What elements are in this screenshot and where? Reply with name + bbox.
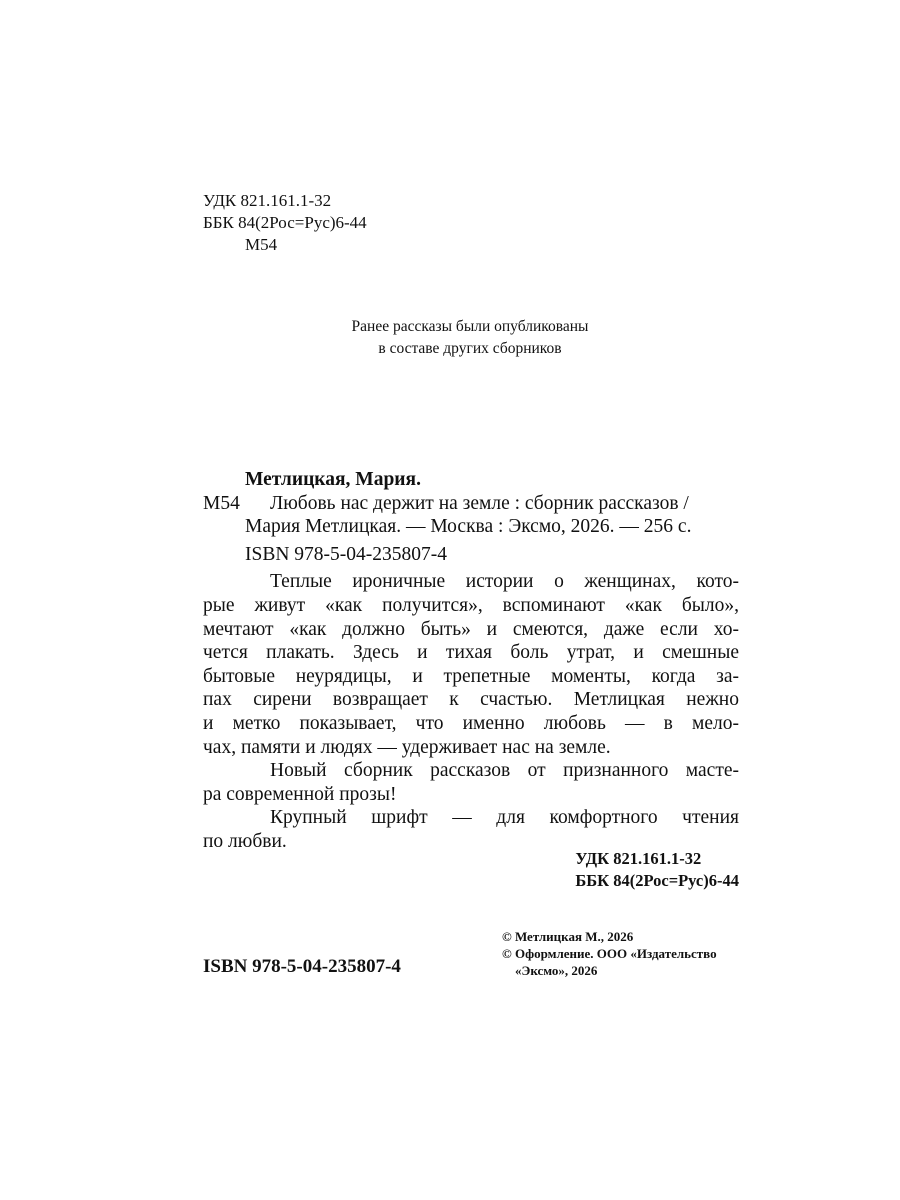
annotation xyxy=(203,570,739,853)
bibliographic-record xyxy=(203,468,739,854)
bbk-code: ББК 84(2Рос=Рус)6-44 xyxy=(203,213,367,232)
copyright-design: © Оформление. ООО «Издательство xyxy=(502,946,717,961)
annotation-line: чах, памяти и людях — удерживает нас на земле. xyxy=(203,736,611,758)
isbn-bottom: ISBN 978-5-04-235807-4 xyxy=(203,956,401,977)
title-line-1 xyxy=(203,492,739,516)
title-text-1: Любовь нас держит на земле : сборник рассказов / xyxy=(270,492,689,514)
record-isbn: ISBN 978-5-04-235807-4 xyxy=(245,543,448,565)
publication-note xyxy=(0,316,900,360)
annotation-line: и метко показывает, что именно любовь — в мело- xyxy=(203,712,739,734)
annotation-line: Теплые ироничные истории о женщинах, кото- xyxy=(270,571,739,593)
note-line-2: в составе других сборников xyxy=(378,340,562,357)
udk-code: УДК 821.161.1-32 xyxy=(203,191,332,210)
bottom-bbk-code: ББК 84(2Рос=Рус)6-44 xyxy=(575,871,739,890)
annotation-line: пах сирени возвращает к счастью. Метлицкая нежно xyxy=(203,689,739,711)
record-mark: М54 xyxy=(203,492,240,514)
author-mark: М54 xyxy=(245,235,278,254)
copyright-block xyxy=(502,928,717,979)
note-line-1: Ранее рассказы были опубликованы xyxy=(351,318,589,335)
classification-codes xyxy=(203,190,367,256)
author-heading: Метлицкая, Мария. xyxy=(245,469,421,490)
copyright-author: © Метлицкая М., 2026 xyxy=(502,929,634,944)
annotation-line: Крупный шрифт — для комфортного чтения xyxy=(270,807,739,829)
annotation-line: ра современной прозы! xyxy=(203,783,397,805)
copyright-publisher: «Эксмо», 2026 xyxy=(515,963,598,978)
annotation-line: чется плакать. Здесь и тихая боль утрат, и смешные xyxy=(203,642,739,664)
annotation-line: по любви. xyxy=(203,830,287,852)
annotation-line: Новый сборник рассказов от признанного масте- xyxy=(270,760,739,782)
bottom-classification-codes xyxy=(575,848,739,892)
bottom-udk-code: УДК 821.161.1-32 xyxy=(575,849,702,868)
title-line-2: Мария Метлицкая. — Москва : Эксмо, 2026. — 256 с. xyxy=(245,516,692,538)
annotation-line: бытовые неурядицы, и трепетные моменты, когда за- xyxy=(203,665,739,687)
annotation-line: рые живут «как получится», вспоминают «как было», xyxy=(203,594,739,616)
annotation-line: мечтают «как должно быть» и смеются, даже если хо- xyxy=(203,618,739,640)
